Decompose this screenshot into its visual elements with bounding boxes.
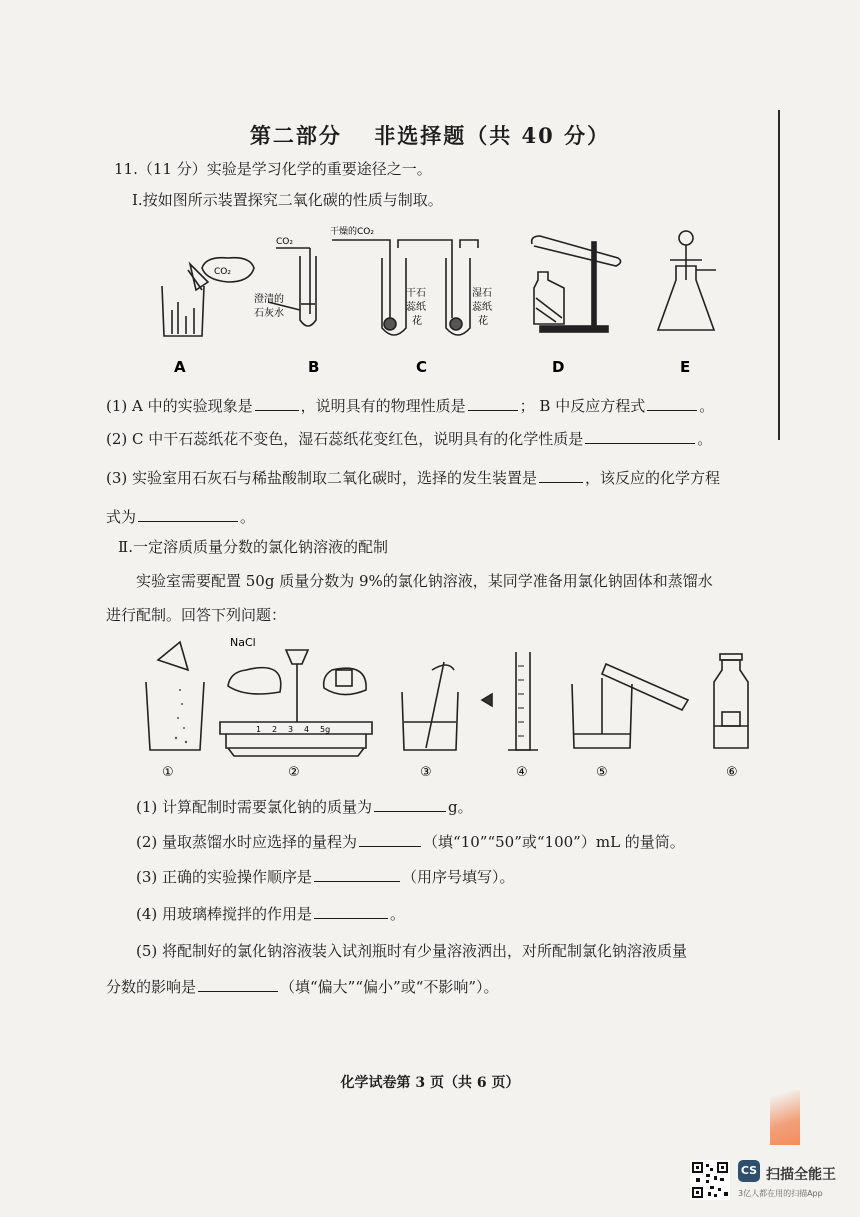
tube-on-stand [532,236,621,266]
step-label-3: ③ [420,765,432,780]
step-label-2: ② [288,765,300,780]
apparatus-label-a: A [174,358,186,376]
apparatus-label-d: D [552,358,565,376]
part-2-title: Ⅱ.一定溶质质量分数的氯化钠溶液的配制 [118,538,388,556]
step-label-1: ① [162,765,174,780]
sub-question-1: (1) 计算配制时需要氯化钠的质量为 g。 [136,798,473,816]
apparatus-label-e: E [680,358,691,376]
page-footer: 化学试卷第 3 页（共 6 页） [340,1075,520,1091]
apparatus-figure-1 [150,218,730,380]
answer-blank-s3[interactable] [314,867,400,882]
dry-flower-label-3: 花 [412,316,422,327]
scale-tick-1: 1 [256,725,262,734]
part-2-paragraph-1: 实验室需要配置 50g 质量分数为 9%的氯化钠溶液，某同学准备用氯化钠固体和蒸馏水 [136,572,713,590]
qr-code-icon [690,1160,730,1200]
answer-blank-1a[interactable] [255,396,299,411]
question-1: (1) A 中的实验现象是 ，说明具有的物理性质是 ； B 中反应方程式 。 [106,397,715,415]
answer-blank-s4[interactable] [314,904,388,919]
co2-inlet-label: CO₂ [276,237,293,247]
sub-question-4: (4) 用玻璃棒搅拌的作用是 。 [136,905,406,923]
step-label-6: ⑥ [726,765,738,780]
wet-flower-label-2: 蕊纸 [472,302,492,313]
answer-blank-1c[interactable] [647,396,697,411]
solution-preparation-figure [136,630,766,780]
co2-bottle-label: CO₂ [214,267,231,277]
answer-blank-s2[interactable] [359,832,421,847]
apparatus-label-b: B [308,358,320,376]
scale-tick-2: 2 [272,725,278,734]
scale-tick-4: 4 [304,725,310,734]
question-3: (3) 实验室用石灰石与稀盐酸制取二氧化碳时，选择的发生装置是 ，该反应的化学方程 [106,469,721,487]
dry-flower-label-1: 干石 [406,288,426,299]
answer-blank-3b[interactable] [138,507,238,522]
tilted-cylinder [602,664,688,710]
scanner-brand-tagline: 3亿人都在用的扫描App [738,1189,823,1198]
answer-blank-3a[interactable] [539,468,583,483]
answer-blank-1b[interactable] [468,396,518,411]
limewater-label-2: 石灰水 [254,308,284,319]
reagent-bottle [714,660,748,748]
beaker-a [162,286,204,336]
part-1-title: Ⅰ.按如图所示装置探究二氧化碳的性质与制取。 [132,191,443,209]
camscanner-logo: CS [738,1160,760,1182]
left-pan-paper [228,668,281,694]
sub-question-5: (5) 将配制好的氯化钠溶液装入试剂瓶时有少量溶液洒出，对所配制氯化钠溶液质量 [136,942,688,960]
apparatus-label-c: C [416,358,428,376]
test-tube-b [300,256,316,326]
scanner-brand-name: 扫描全能王 [766,1167,836,1183]
eye-icon [482,694,492,706]
answer-blank-s5[interactable] [198,977,278,992]
right-pan-paper [324,668,366,694]
sub-question-2: (2) 量取蒸馏水时应选择的量程为 （填“10”“50”或“100”）mL 的量筒。 [136,833,685,851]
question-11-intro: 11.（11 分）实验是学习化学的重要途径之一。 [114,160,432,178]
beaker-step-3 [402,692,458,750]
step-label-4: ④ [516,765,528,780]
beaker-step-1 [146,682,204,750]
sub-question-5-cont: 分数的影响是 （填“偏大”“偏小”或“不影响”）。 [106,978,499,996]
question-3-cont: 式为 。 [106,508,256,526]
scale-tick-3: 3 [288,725,294,734]
balance-beam [220,722,372,734]
part-2-paragraph-2: 进行配制。回答下列问题： [106,606,287,624]
nacl-label: NaCl [230,636,256,649]
graduated-cylinder [516,652,530,750]
limewater-label-1: 澄清的 [254,294,284,305]
section-title: 第二部分 非选择题（共 40 分） [249,123,611,148]
scale-tick-5: 5g [320,725,331,734]
sub-question-3: (3) 正确的实验操作顺序是 （用序号填写）。 [136,868,515,886]
question-2: (2) C 中干石蕊纸花不变色，湿石蕊纸花变红色，说明具有的化学性质是 。 [106,430,713,448]
wet-flower-label-3: 花 [478,316,488,327]
step-label-5: ⑤ [596,765,608,780]
answer-blank-2[interactable] [585,429,695,444]
wet-flower-label-1: 湿石 [472,288,492,299]
scan-corner-shadow [770,1090,800,1145]
dry-flower-label-2: 蕊纸 [406,302,426,313]
answer-blank-s1[interactable] [374,797,446,812]
dry-co2-label: 干燥的CO₂ [330,227,374,237]
page-edge-line [778,110,780,440]
